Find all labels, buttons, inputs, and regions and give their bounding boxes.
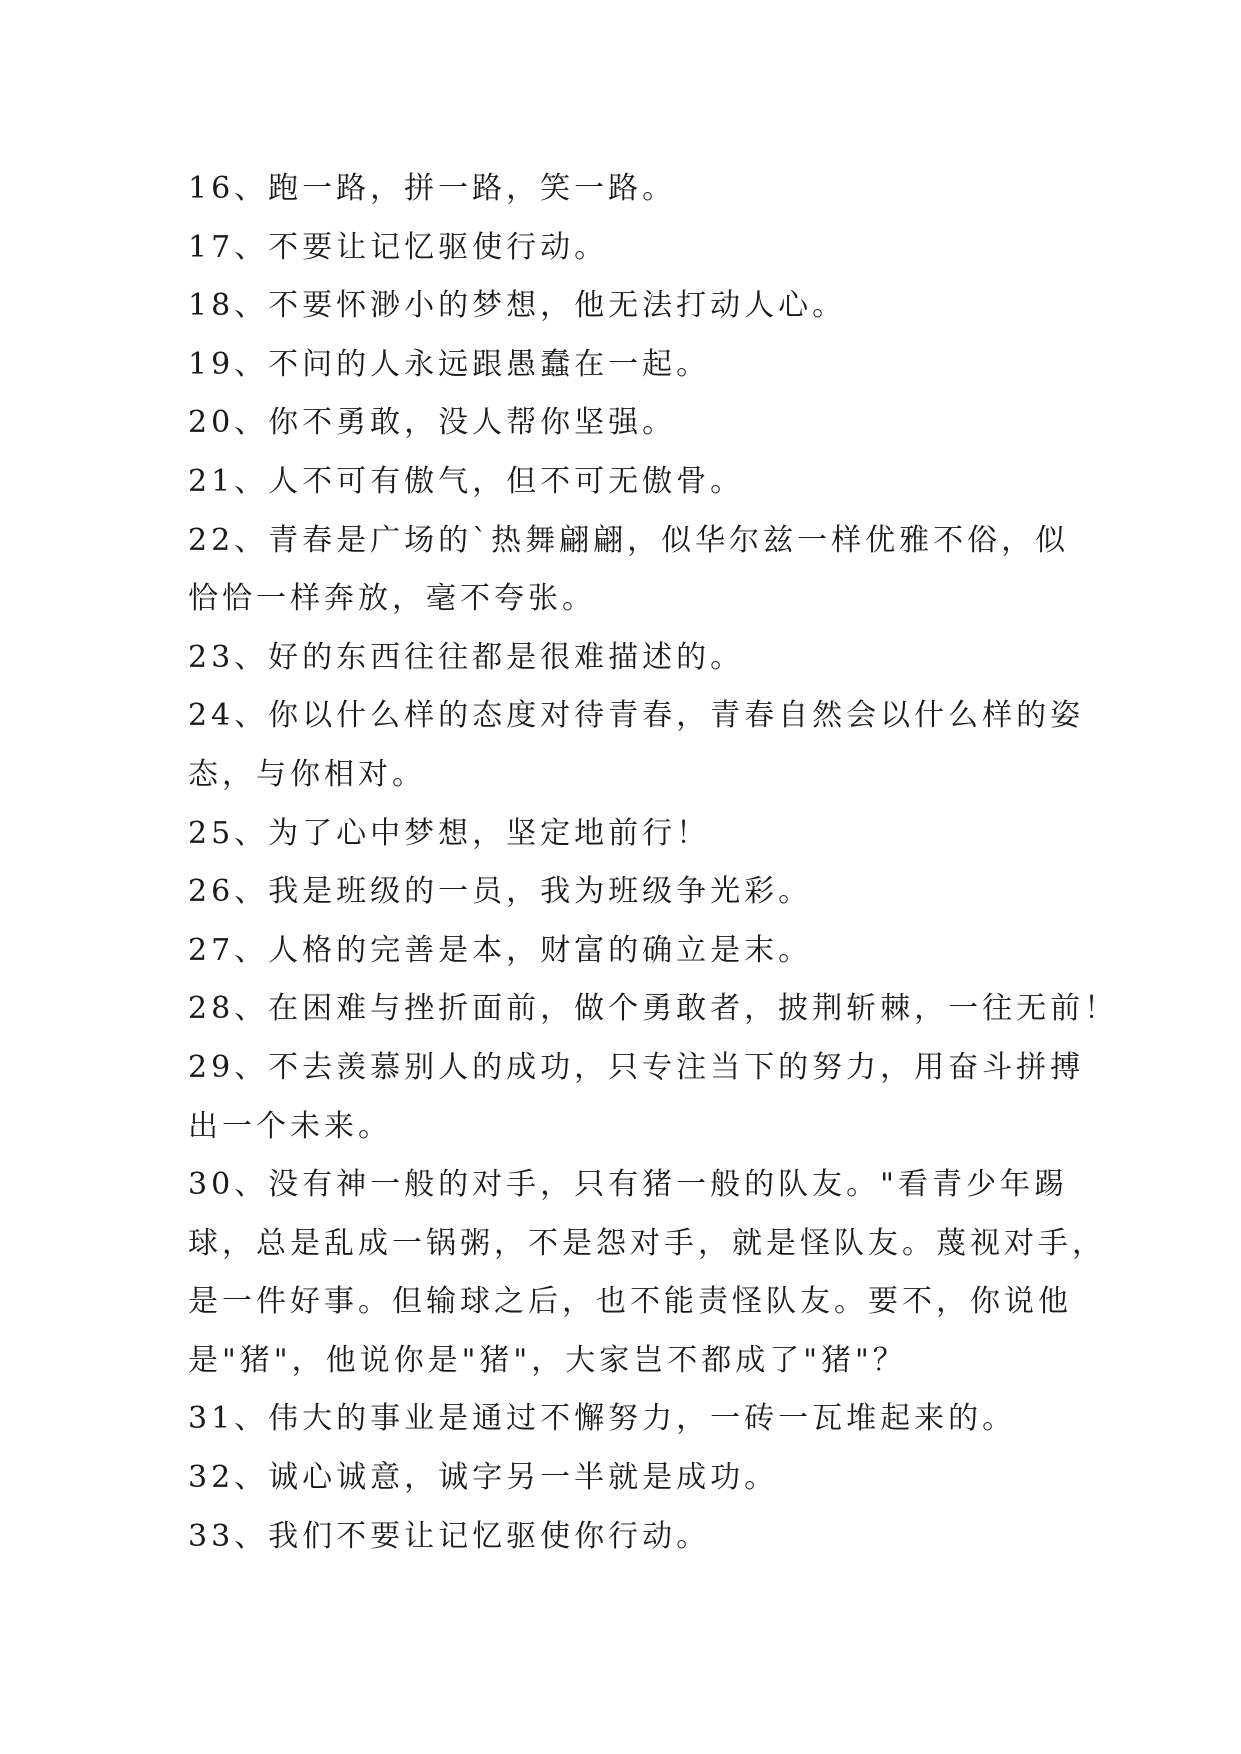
text-line: 出一个未来。	[188, 1108, 392, 1144]
text-line: 22、青春是广场的`热舞翩翩，似华尔兹一样优雅不俗，似	[188, 522, 1070, 558]
document-body	[188, 160, 1119, 1566]
text-line: 33、我们不要让记忆驱使你行动。	[188, 1518, 711, 1554]
text-line: 26、我是班级的一员，我为班级争光彩。	[188, 874, 813, 910]
text-line: 17、不要让记忆驱使行动。	[188, 229, 609, 265]
text-line: 是"猪"，他说你是"猪"，大家岂不都成了"猪"？	[188, 1342, 907, 1378]
text-line: 球，总是乱成一锅粥，不是怨对手，就是怪队友。蔑视对手，	[188, 1225, 1106, 1261]
text-line: 32、诚心诚意，诚字另一半就是成功。	[188, 1460, 779, 1496]
text-line: 25、为了心中梦想，坚定地前行！	[188, 815, 711, 851]
text-line: 16、跑一路，拼一路，笑一路。	[188, 171, 677, 206]
text-line: 是一件好事。但输球之后，也不能责怪队友。要不，你说他	[188, 1284, 1072, 1320]
text-line: 23、好的东西往往都是很难描述的。	[188, 639, 745, 675]
text-line: 态，与你相对。	[188, 756, 426, 792]
text-line: 29、不去羡慕别人的成功，只专注当下的努力，用奋斗拼搏	[188, 1049, 1085, 1085]
text-line: 19、不问的人永远跟愚蠢在一起。	[188, 346, 711, 382]
text-line: 20、你不勇敢，没人帮你坚强。	[188, 405, 677, 441]
text-line: 21、人不可有傲气，但不可无傲骨。	[188, 463, 745, 499]
text-line: 24、你以什么样的态度对待青春，青春自然会以什么样的姿	[188, 698, 1085, 734]
text-line: 27、人格的完善是本，财富的确立是末。	[188, 932, 813, 968]
text-line: 恰恰一样奔放，毫不夸张。	[188, 581, 596, 617]
text-line: 31、伟大的事业是通过不懈努力，一砖一瓦堆起来的。	[188, 1401, 1017, 1437]
text-line: 30、没有神一般的对手，只有猪一般的队友。"看青少年踢	[188, 1167, 1068, 1203]
text-line: 18、不要怀渺小的梦想，他无法打动人心。	[188, 288, 847, 324]
text-line: 28、在困难与挫折面前，做个勇敢者，披荆斩棘，一往无前！	[188, 991, 1119, 1027]
